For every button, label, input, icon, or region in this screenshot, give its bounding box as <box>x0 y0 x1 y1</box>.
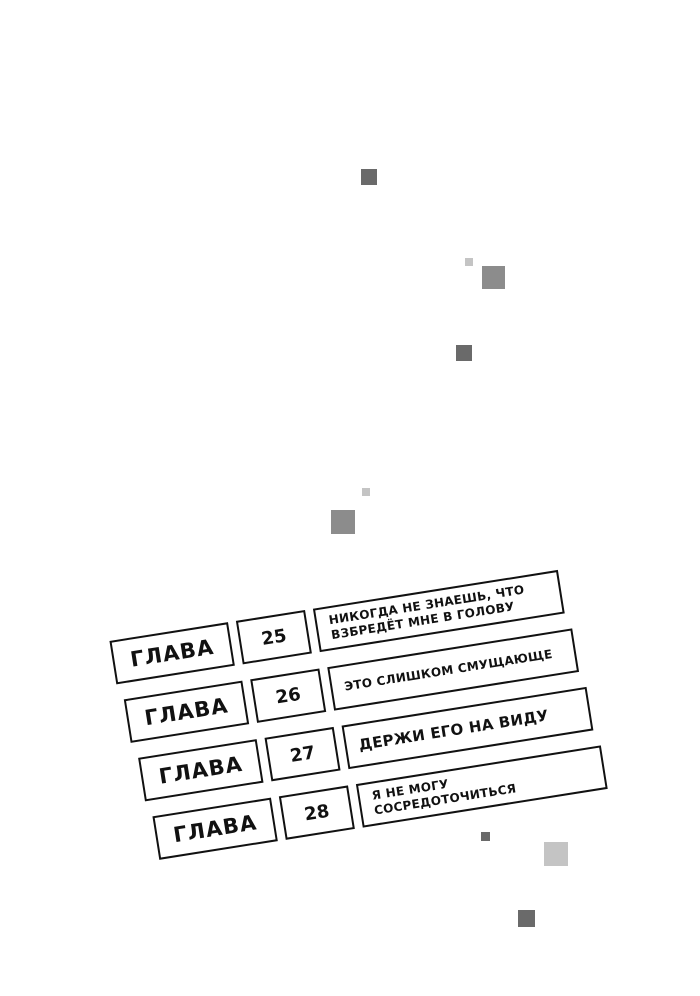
chapter-number: 25 <box>236 610 312 664</box>
chapter-label: ГЛАВА <box>152 798 277 860</box>
decor-square <box>482 266 505 289</box>
chapter-title: ДЕРЖИ ЕГО НА ВИДУ <box>342 687 594 769</box>
decor-square <box>361 169 377 185</box>
chapter-title: ЭТО СЛИШКОМ СМУЩАЮЩЕ <box>327 628 579 710</box>
chapter-number: 28 <box>279 785 355 839</box>
chapter-label: ГЛАВА <box>109 622 234 684</box>
chapter-number: 26 <box>250 668 326 722</box>
decor-square <box>465 258 473 266</box>
chapter-label: ГЛАВА <box>138 739 263 801</box>
chapter-title: Я НЕ МОГУ СОСРЕДОТОЧИТЬСЯ <box>356 745 608 827</box>
decor-square <box>456 345 472 361</box>
decor-square <box>362 488 370 496</box>
decor-square <box>518 910 535 927</box>
decor-square <box>544 842 568 866</box>
chapter-list <box>96 482 612 881</box>
decor-square <box>481 832 490 841</box>
chapter-number: 27 <box>265 727 341 781</box>
chapter-title: НИКОГДА НЕ ЗНАЕШЬ, ЧТО ВЗБРЕДЁТ МНЕ В ГОЛОВУ <box>313 570 565 652</box>
chapter-label: ГЛАВА <box>124 681 249 743</box>
